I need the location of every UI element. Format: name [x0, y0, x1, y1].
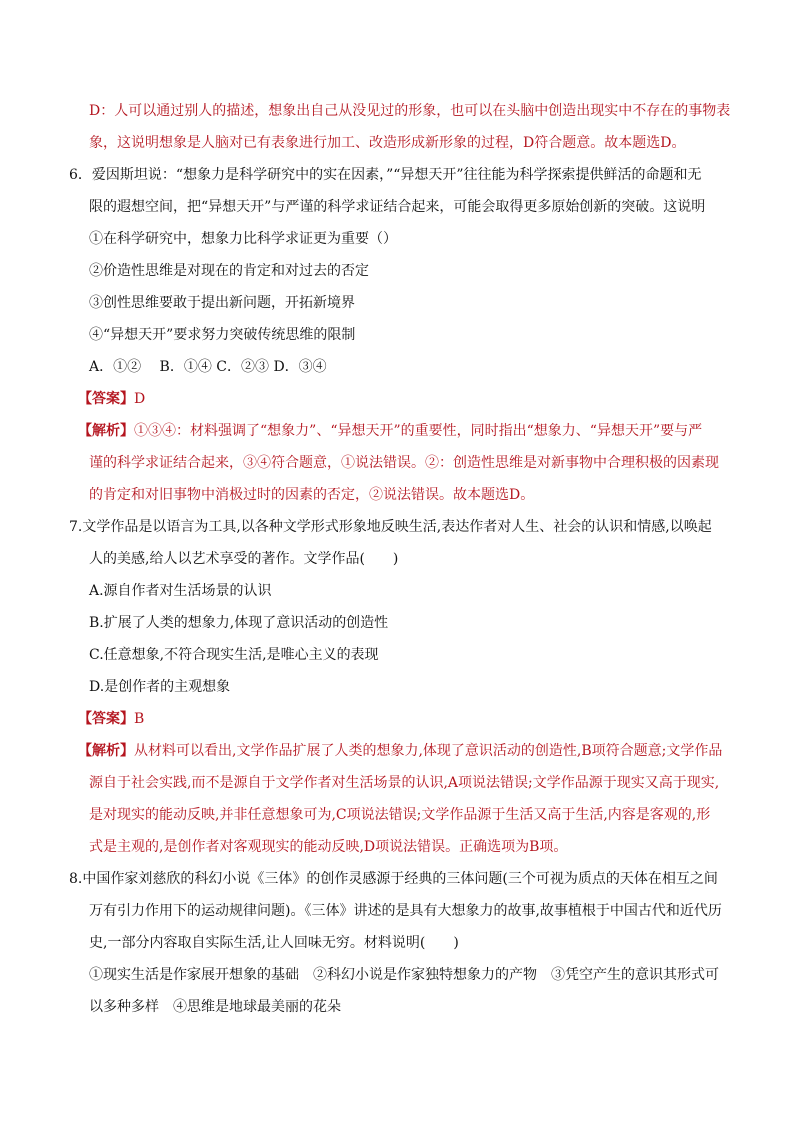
q7-stem-line-2: 人的美感,给人以艺术享受的著作。文学作品( ): [89, 551, 399, 567]
q6-analysis-line-3: 的肯定和对旧事物中消极过时的因素的否定，②说法错误。故本题选D。: [89, 487, 535, 503]
q6-stem-line-1: 6．爱因斯坦说：“想象力是科学研究中的实在因素，”“异想天开”往往能为科学探索提供鲜活的命题和无: [69, 167, 702, 183]
q7-option-d: D.是创作者的主观想象: [89, 679, 231, 695]
answer-value: D: [134, 391, 146, 407]
q7-analysis-line-2: 源自于社会实践,而不是源自于文学作者对生活场景的认识,A项说法错误;文学作品源于现实又高于现实,: [89, 775, 720, 791]
q6-analysis-line-1: 【解析】①③④：材料强调了“想象力”、“异想天开”的重要性，同时指出“想象力、“异想天开”要与严: [78, 423, 703, 439]
q7-analysis-line-4: 式是主观的,是创作者对客观现实的能动反映,D项说法错误。正确选项为B项。: [89, 839, 568, 855]
prev-analysis-line-2: 象，这说明想象是人脑对已有表象进行加工、改造形成新形象的过程，D符合题意。故本题选D。: [89, 135, 686, 151]
prev-analysis-line-1: D：人可以通过别人的描述，想象出自己从没见过的形象，也可以在头脑中创造出现实中不存在的事物表: [89, 103, 731, 119]
q6-option-2: ②价造性思维是对现在的肯定和对过去的否定: [89, 263, 369, 279]
q7-analysis-line-3: 是对现实的能动反映,并非任意想象可为,C项说法错误;文学作品源于生活又高于生活,内容是客观的,形: [89, 807, 711, 823]
q6-analysis-line-2: 谨的科学求证结合起来，③④符合题意，①说法错误。②：创造性思维是对新事物中合理积极的因素现: [89, 455, 719, 471]
q7-option-b: B.扩展了人类的想象力,体现了意识活动的创造性: [89, 615, 389, 631]
analysis-label: 【解析】: [78, 423, 134, 439]
q7-stem-line-1: 7.文学作品是以语言为工具,以各种文学形式形象地反映生活,表达作者对人生、社会的认识和情感,以唤起: [69, 519, 712, 535]
answer-value: B: [134, 711, 145, 727]
answer-label: 【答案】: [78, 711, 134, 727]
q6-option-1: ①在科学研究中，想象力比科学求证更为重要（）: [89, 231, 397, 247]
q7-answer-row: [78, 709, 144, 729]
q7-option-a: A.源自作者对生活场景的认识: [89, 583, 272, 599]
q7-option-c: C.任意想象,不符合现实生活,是唯心主义的表现: [89, 647, 379, 663]
q6-option-4: ④“异想天开”要求努力突破传统思维的限制: [89, 327, 356, 343]
answer-label: 【答案】: [78, 391, 134, 407]
q8-stem-line-3: 史,一部分内容取自实际生活,让人回味无穷。材料说明( ): [89, 935, 459, 951]
q8-stem-line-1: 8.中国作家刘慈欣的科幻小说《三体》的创作灵感源于经典的三体问题(三个可视为质点的天体在相互之间: [69, 871, 718, 887]
q8-stem-line-2: 万有引力作用下的运动规律问题)。《三体》讲述的是具有大想象力的故事,故事植根于中国古代和近代历: [89, 903, 722, 919]
q6-stem-line-2: 限的遐想空间，把“异想天开”与严谨的科学求证结合起来，可能会取得更多原始创新的突破。这说明: [89, 199, 706, 215]
q8-options-line-1: ①现实生活是作家展开想象的基础 ②科幻小说是作家独特想象力的产物 ③凭空产生的意识其形式可: [89, 967, 719, 983]
q6-answer-row: [78, 389, 145, 409]
q6-choices: A．①② B．①④ C．②③ D．③④: [89, 359, 327, 375]
q6-option-3: ③创性思维要敢于提出新问题，开拓新境界: [89, 295, 355, 311]
q8-options-line-2: 以多种多样 ④思维是地球最美丽的花朵: [89, 999, 341, 1015]
q7-analysis-line-1: 【解析】从材料可以看出,文学作品扩展了人类的想象力,体现了意识活动的创造性,B项符合题意;文学作品: [78, 743, 723, 759]
analysis-label: 【解析】: [78, 743, 134, 759]
